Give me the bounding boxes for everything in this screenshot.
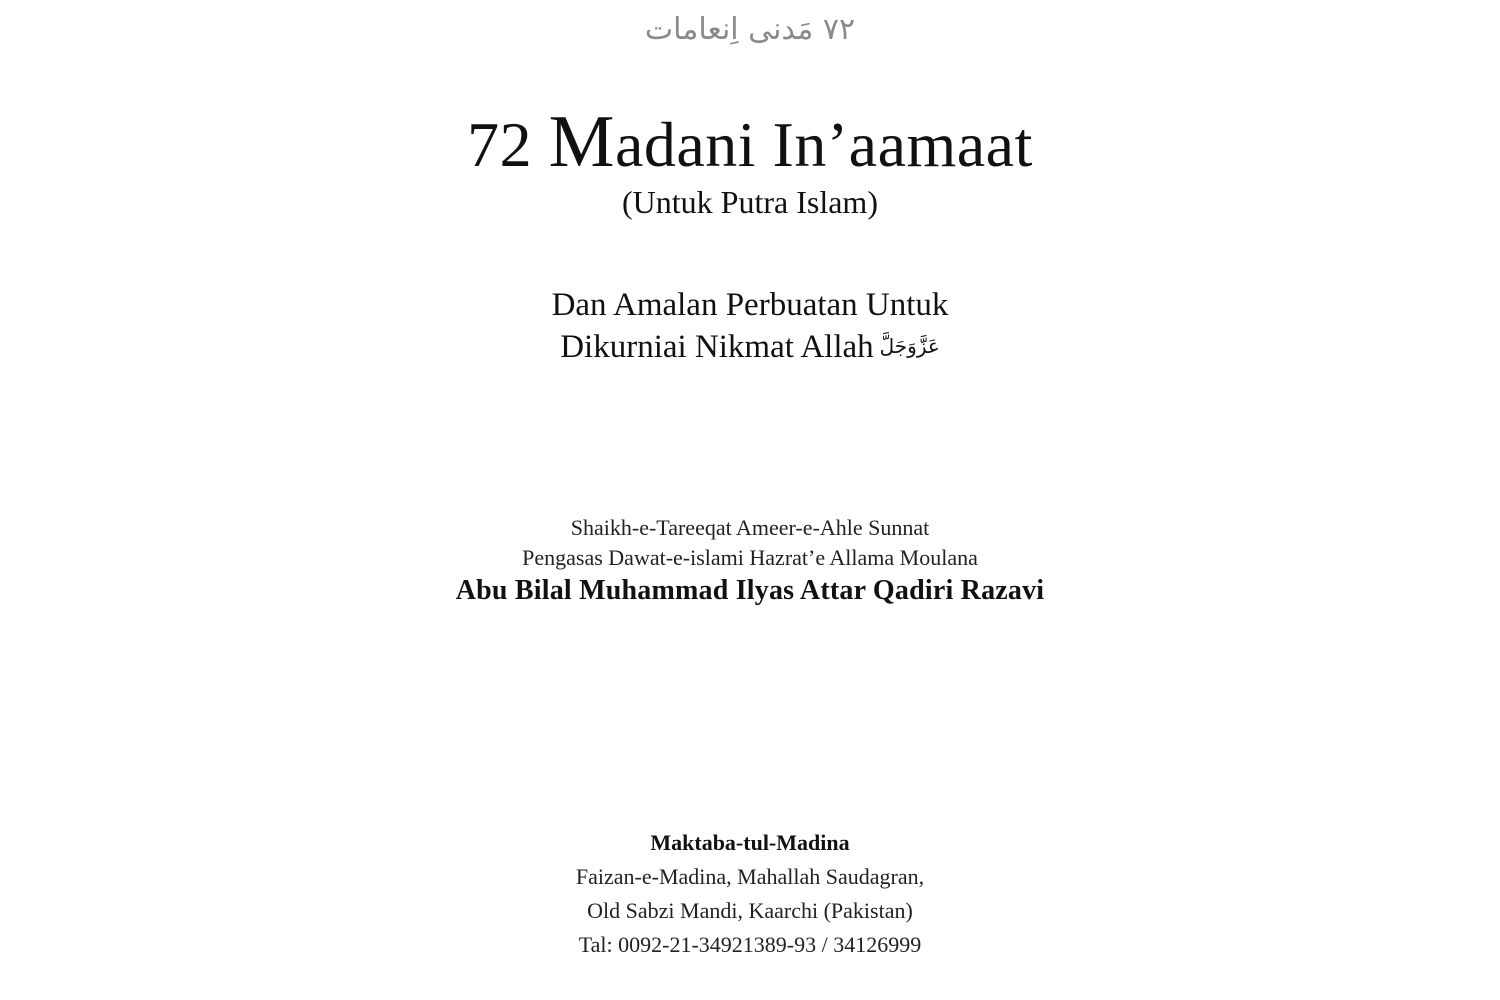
tagline-line-1: Dan Amalan Perbuatan Untuk bbox=[551, 287, 949, 323]
author-role-line-1: Shaikh-e-Tareeqat Ameer-e-Ahle Sunnat bbox=[570, 515, 930, 540]
book-title bbox=[0, 100, 1500, 185]
title-rest: adani In’aamaat bbox=[614, 109, 1033, 180]
arabic-honorific: عَزَّوَجَلَّ bbox=[879, 334, 940, 358]
tagline-line-2 bbox=[0, 329, 1500, 366]
tagline-line-2-text: Dikurniai Nikmat Allah bbox=[560, 329, 874, 365]
title-number: 72 bbox=[467, 109, 533, 180]
author-name: Abu Bilal Muhammad Ilyas Attar Qadiri Razavi bbox=[455, 575, 1045, 606]
publisher-address-line-1: Faizan-e-Madina, Mahallah Saudagran, bbox=[575, 864, 925, 889]
publisher-address-line-2: Old Sabzi Mandi, Kaarchi (Pakistan) bbox=[587, 898, 913, 923]
author-role-line-2: Pengasas Dawat-e-islami Hazrat’e Allama Moulana bbox=[522, 545, 978, 570]
publisher-name: Maktaba-tul-Madina bbox=[650, 830, 850, 855]
arabic-heading: ۷۲ مَدنی اِنعامات bbox=[644, 12, 856, 47]
book-subtitle: (Untuk Putra Islam) bbox=[622, 184, 878, 220]
publisher-telephone: Tal: 0092-21-34921389-93 / 34126999 bbox=[578, 932, 922, 957]
title-initial: M bbox=[548, 101, 615, 183]
